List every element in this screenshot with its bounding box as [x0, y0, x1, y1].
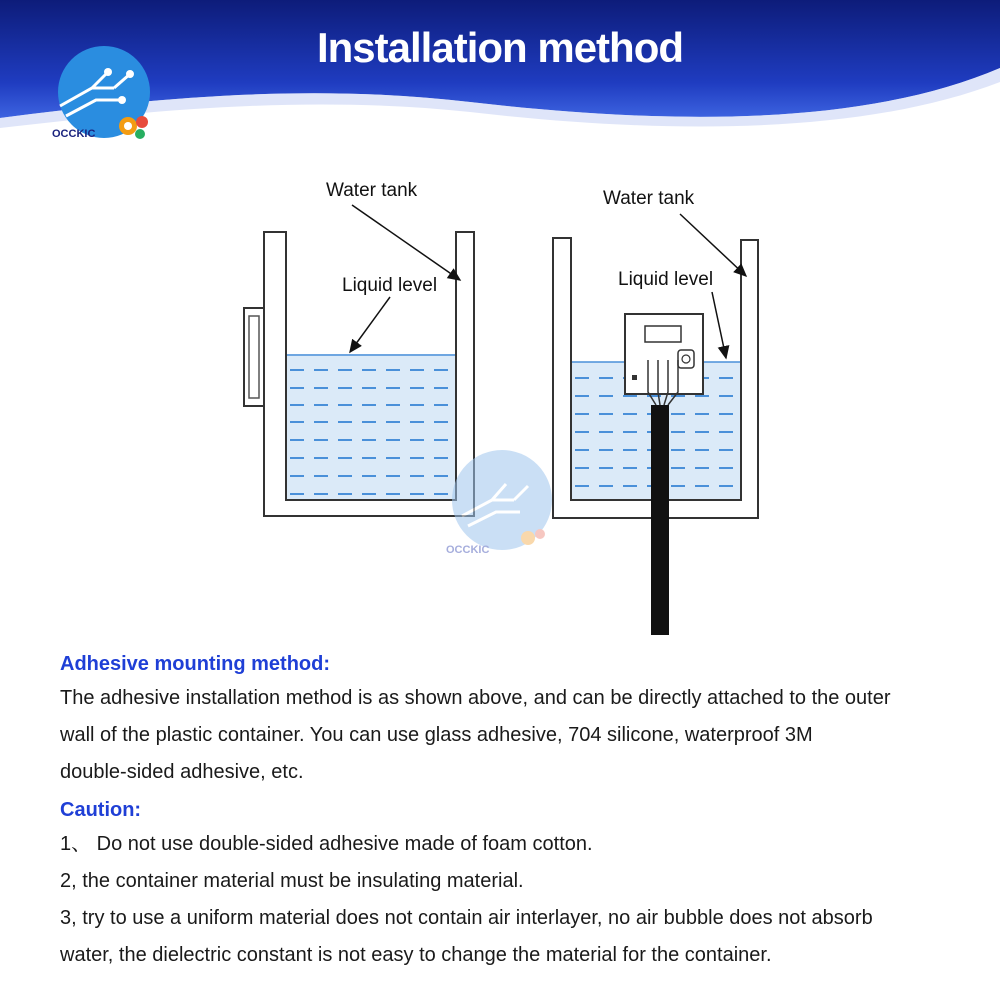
adhesive-heading: Adhesive mounting method:	[60, 653, 330, 675]
caution-item-3: 3, try to use a uniform material does not contain air interlayer, no air bubble does not absorb	[60, 907, 873, 929]
left-level-label: Liquid level	[342, 275, 438, 296]
installation-diagram	[0, 160, 1000, 650]
right-tank-label: Water tank	[603, 188, 695, 209]
watermark-logo-icon	[446, 450, 552, 556]
left-tank	[244, 180, 474, 516]
page-title: Installation method	[316, 24, 683, 71]
left-tank-label: Water tank	[326, 180, 418, 201]
adhesive-line-3: double-sided adhesive, etc.	[60, 761, 304, 783]
left-sensor	[244, 308, 264, 406]
adhesive-line-1: The adhesive installation method is as shown above, and can be directly attached to the outer	[60, 687, 891, 709]
adhesive-line-2: wall of the plastic container. You can use glass adhesive, 704 silicone, waterproof 3M	[60, 724, 813, 746]
watermark-text: OCCKIC	[446, 544, 490, 556]
caution-heading: Caution:	[60, 799, 142, 821]
caution-item-4: water, the dielectric constant is not easy to change the material for the container.	[60, 944, 772, 966]
caution-item-2: 2, the container material must be insulating material.	[60, 870, 524, 892]
brand-name: OCCKIC	[52, 128, 96, 140]
instructions	[60, 648, 980, 974]
caution-item-1: 1、 Do not use double-sided adhesive made of foam cotton.	[60, 833, 593, 855]
right-level-label: Liquid level	[618, 269, 714, 290]
right-tank	[553, 188, 758, 635]
